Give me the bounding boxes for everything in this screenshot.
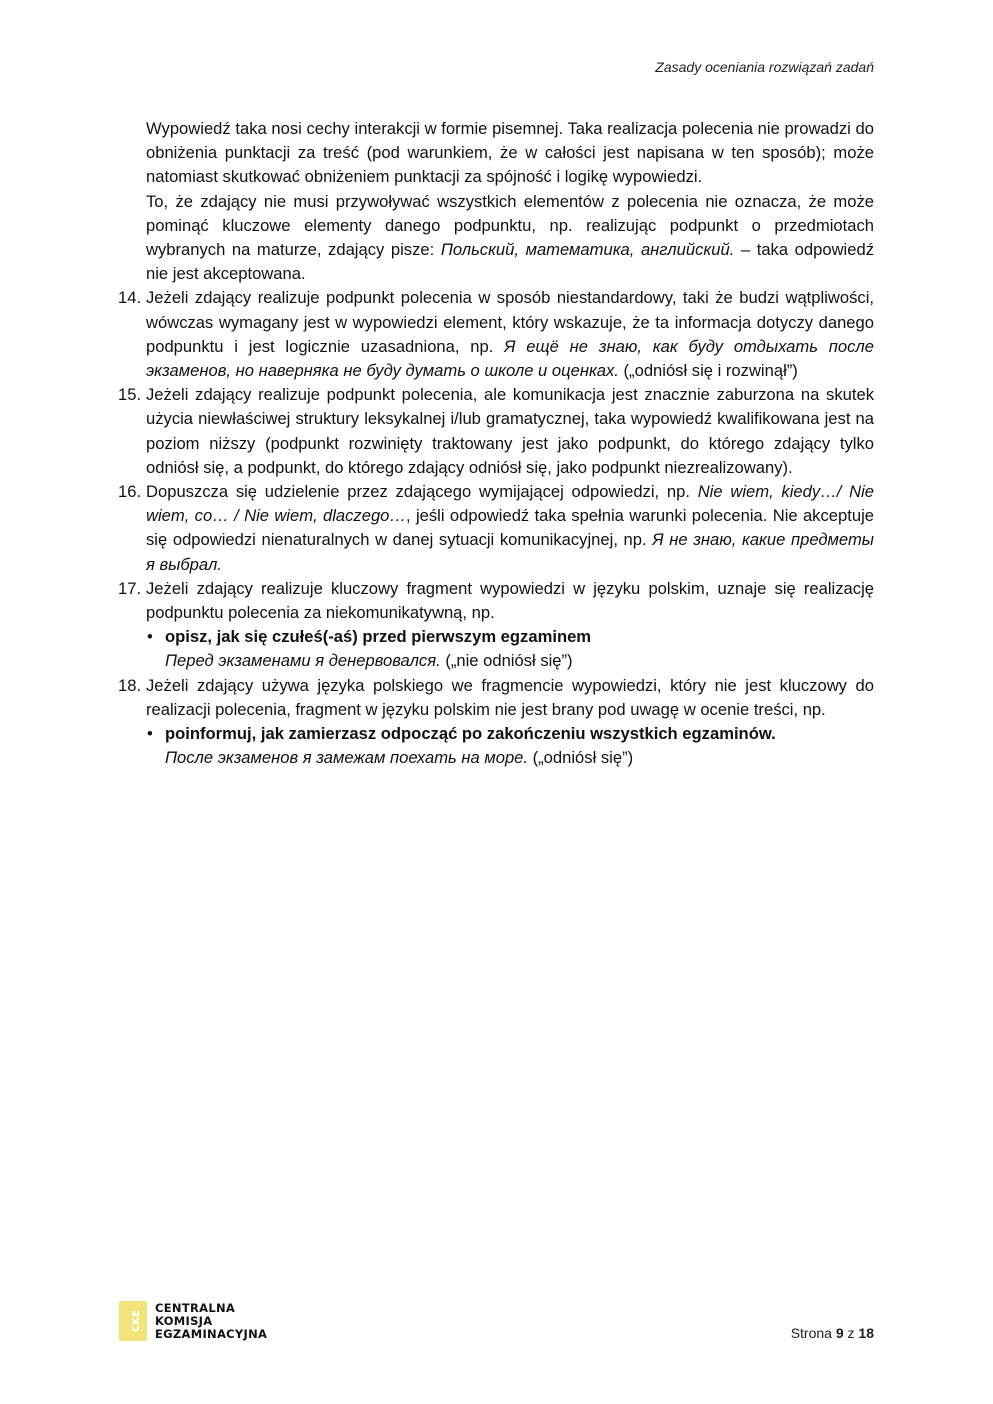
page-current: 9: [835, 1325, 844, 1341]
rule-16: [118, 480, 874, 577]
rule-14-example: Я ещё не знаю, как буду отдыхать после экзаменов, но наверняка не буду думать о школе и оценках.: [146, 336, 874, 381]
rule-16-example-2: Я не знаю, какие предметы я выбрал.: [146, 530, 875, 574]
logo-mark-text: CKE: [131, 1310, 142, 1332]
document-body: [118, 117, 874, 770]
rule-16-text: Dopuszcza się udzielenie przez zdającego wymijającej odpowiedzi, np.: [146, 482, 698, 502]
intro-paragraph-2: [118, 190, 874, 287]
bullet-icon: •: [147, 724, 153, 744]
rule-14: [118, 286, 874, 383]
rule-15: [118, 383, 874, 480]
verdict: („odniósł się”): [528, 748, 634, 768]
list-item: [118, 625, 874, 673]
rule-number: 16.: [118, 482, 142, 502]
logo-line-3: EGZAMINACYJNA: [155, 1326, 268, 1341]
rule-17: [118, 577, 874, 625]
rule-14-verdict: („odniósł się i rozwinął”): [618, 361, 798, 381]
page-header: Zasady oceniania rozwiązań zadań: [655, 59, 874, 75]
intro-p2-example: Польский, математика, английский.: [440, 240, 735, 260]
logo-line-1: CENTRALNA: [155, 1300, 236, 1315]
page-number: [791, 1325, 874, 1341]
rule-number: 15.: [118, 385, 142, 405]
example-answer: После экзаменов я замежам поехать на море.: [165, 748, 529, 768]
rule-15-text: Jeżeli zdający realizuje podpunkt polecenia, ale komunikacja jest znacznie zaburzona na skutek użycia niewłaściwej struktury leksykalnej i/lub gramatycznej, taka wypowiedź kwalifikowana jest na poziom niższy (podpunkt rozwinięty traktowany jest jako podpunkt, do którego zdający tylko odniósł się, a podpunkt, do którego zdający odniósł się, jako podpunkt niezrealizowany).: [146, 385, 874, 477]
page-separator: z: [843, 1325, 859, 1341]
intro-p2-text: To, że zdający nie musi przywoływać wszystkich elementów z polecenia nie oznacza, że może pominąć kluczowe elementy danego podpunktu, np. realizując podpunkt o przedmiotach wybranych na maturze, zdający pisze:: [146, 191, 874, 260]
page-prefix: Strona: [790, 1325, 836, 1341]
list-item: [118, 722, 874, 770]
cke-logo: [119, 1301, 267, 1341]
example-answer: Перед экзаменами я денервовался.: [165, 651, 441, 671]
rule-number: 18.: [118, 675, 142, 695]
rule-17-text: Jeżeli zdający realizuje kluczowy fragment wypowiedzi w języku polskim, uznaje się realizację podpunktu polecenia za niekomunikatywną, np.: [146, 578, 874, 623]
rule-18-bullets: [118, 722, 874, 770]
bullet-icon: •: [147, 627, 153, 647]
rule-number: 14.: [118, 288, 142, 308]
rule-18-text: Jeżeli zdający używa języka polskiego we fragmencie wypowiedzi, który nie jest kluczowy do realizacji polecenia, fragment w języku polskim nie jest brany pod uwagę w ocenie treści, np.: [146, 675, 874, 719]
logo-text: [155, 1302, 267, 1341]
cke-logo-icon: [119, 1301, 147, 1341]
task-prompt: opisz, jak się czułeś(-aś) przed pierwszym egzaminem: [165, 627, 592, 647]
rule-16-example-1: Nie wiem, kiedy…/ Nie wiem, co… / Nie wiem, dlaczego…: [146, 482, 874, 526]
task-prompt: poinformuj, jak zamierzasz odpocząć po zakończeniu wszystkich egzaminów.: [165, 724, 776, 744]
intro-p2-end: – taka odpowiedź nie jest akceptowana.: [146, 240, 874, 284]
logo-line-2: KOMISJA: [155, 1313, 213, 1328]
intro-paragraph-1: Wypowiedź taka nosi cechy interakcji w formie pisemnej. Taka realizacja polecenia nie prowadzi do obniżenia punktacji za treść (pod warunkiem, że w całości jest napisana w ten sposób); może natomiast skutkować obniżeniem punktacji za spójność i logikę wypowiedzi.: [146, 119, 874, 187]
rule-17-bullets: [118, 625, 874, 673]
rule-14-text: Jeżeli zdający realizuje podpunkt polecenia w sposób niestandardowy, taki że budzi wątpliwości, wówczas wymagany jest w wypowiedzi element, który wskazuje, że ta informacja dotyczy danego podpunktu i jest logicznie uzasadniona, np.: [146, 288, 874, 356]
verdict: („nie odniósł się”): [440, 651, 573, 671]
page-total: 18: [858, 1325, 874, 1341]
rule-18: [118, 674, 874, 722]
rule-number: 17.: [118, 578, 142, 598]
rule-16-text-2: , jeśli odpowiedź taka spełnia warunki polecenia. Nie akceptuje się odpowiedzi nienaturalnych w danej sytuacji komunikacyjnej, np.: [146, 506, 874, 550]
